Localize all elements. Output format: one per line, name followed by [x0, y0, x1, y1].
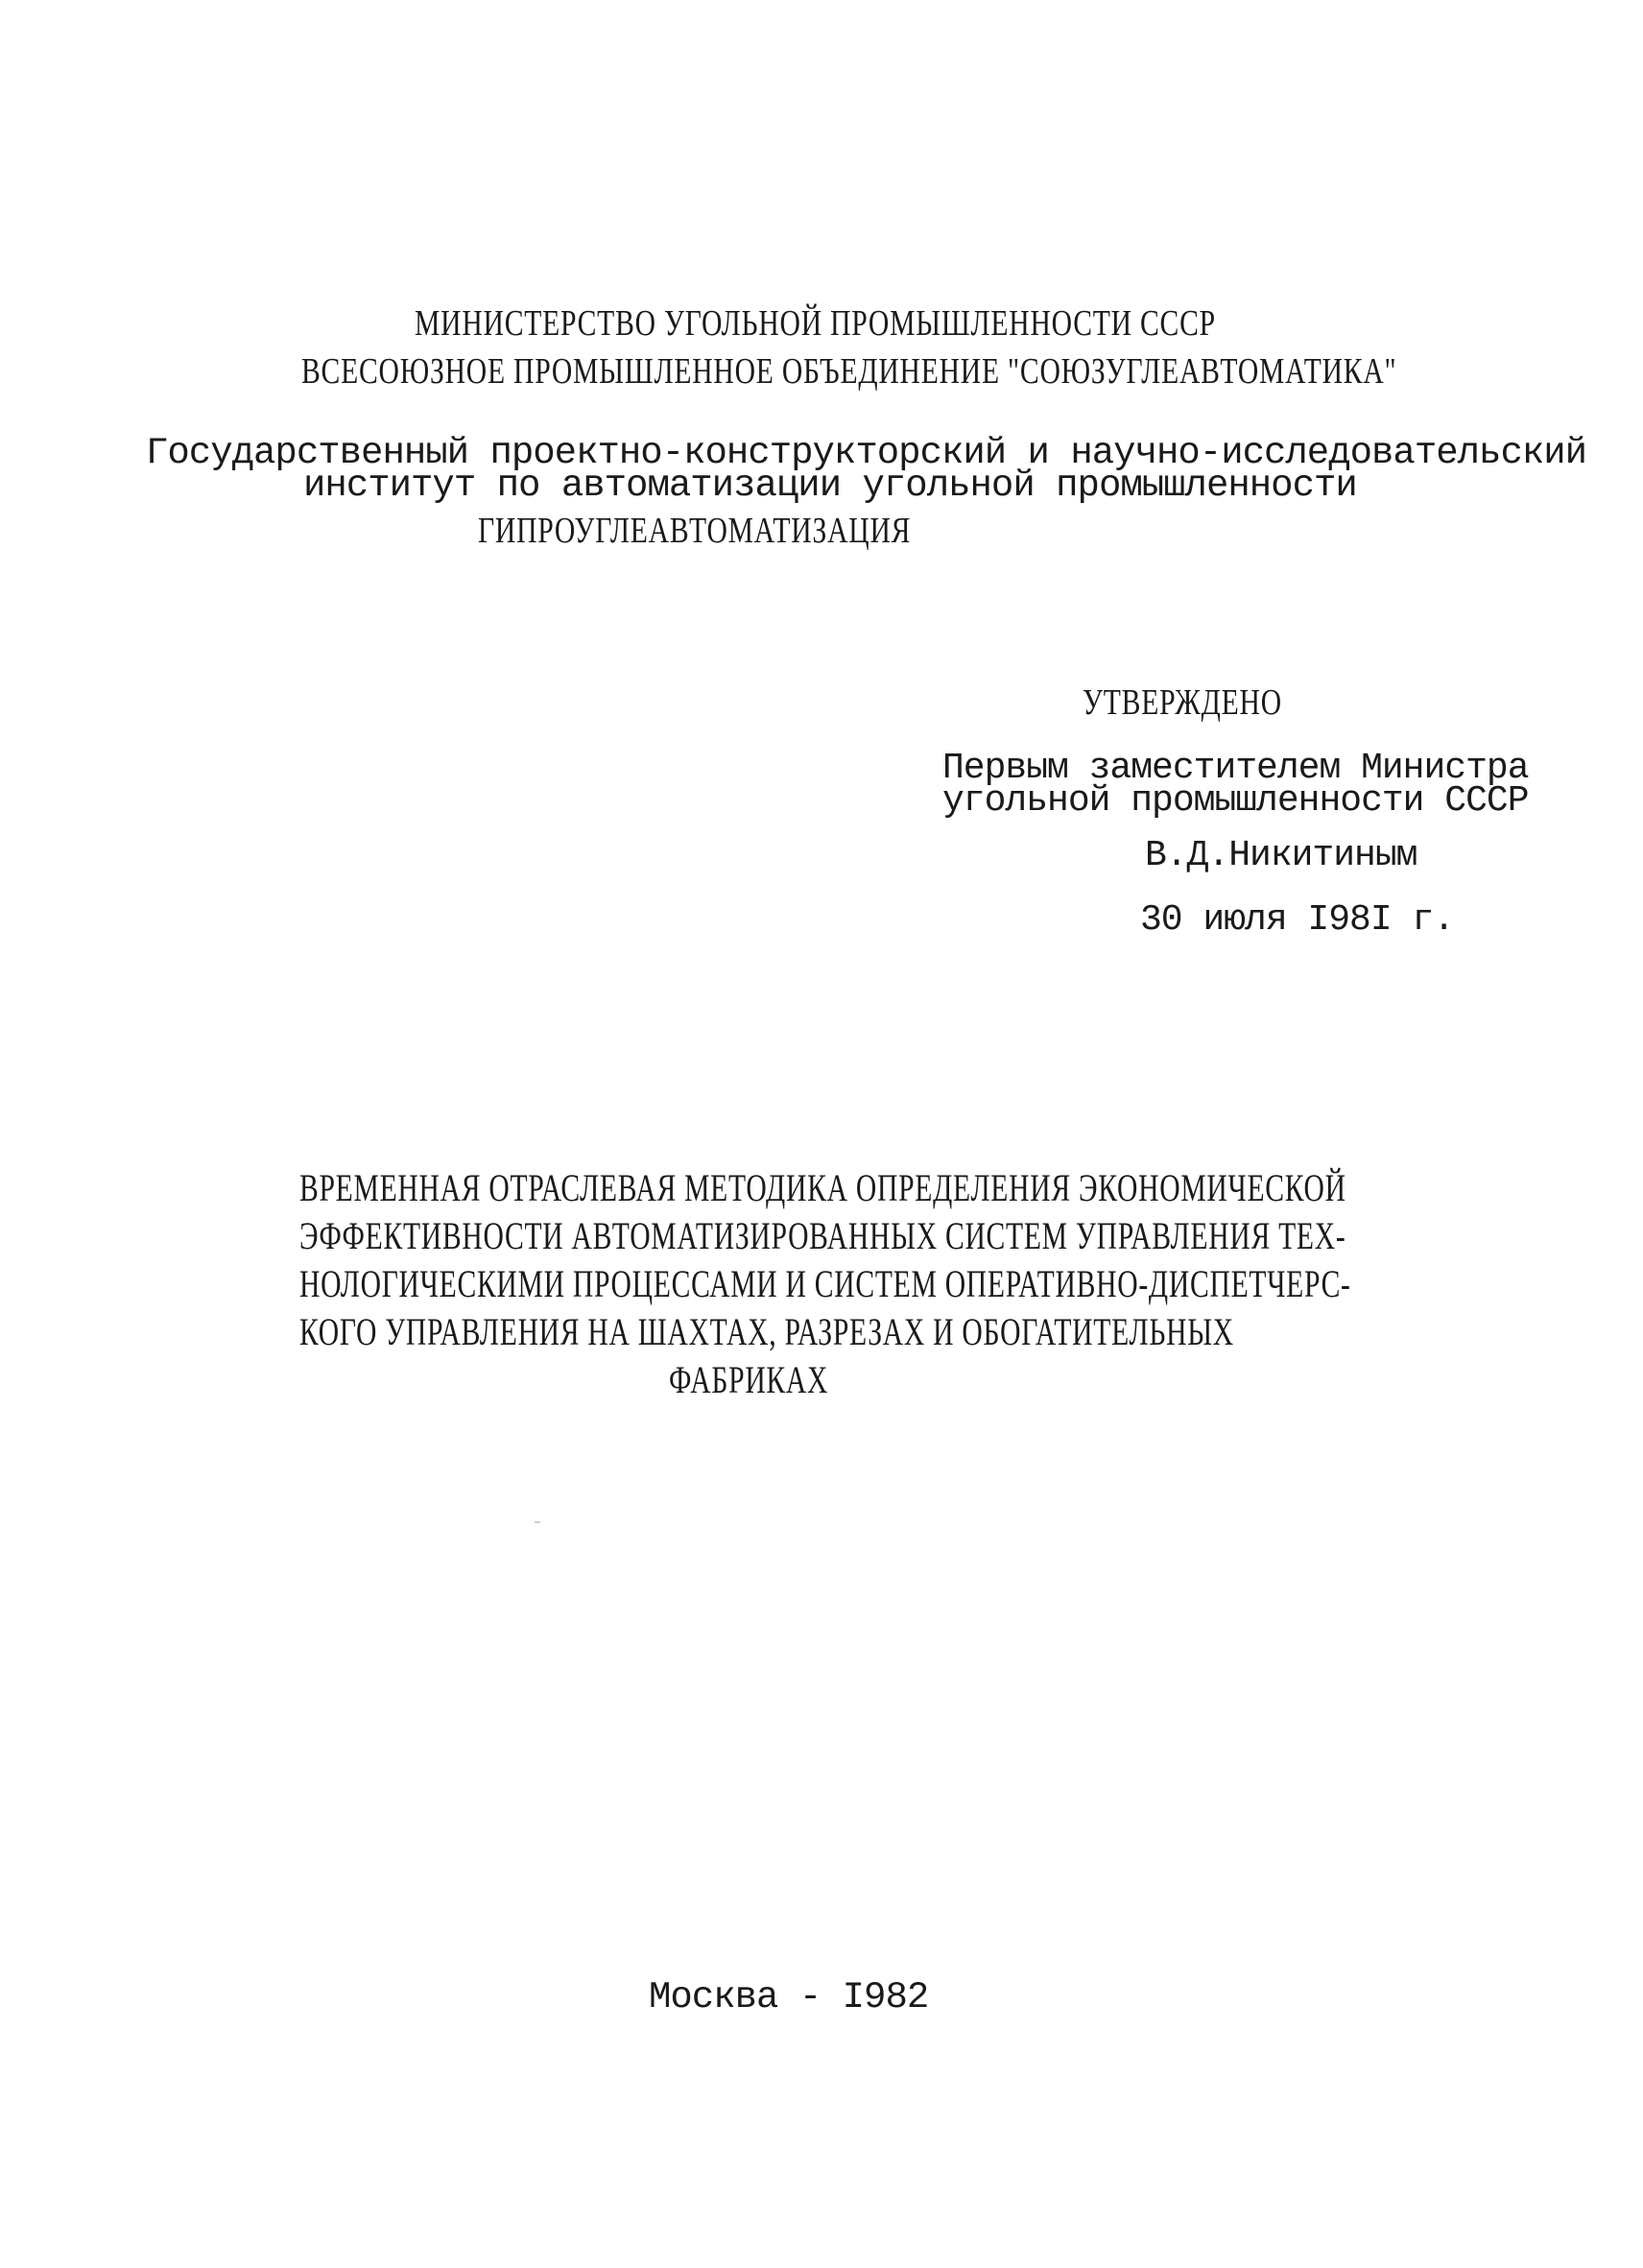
approval-line-2: угольной промышленности СССР — [942, 780, 1529, 822]
scan-speck — [535, 1521, 540, 1523]
ministry-name: МИНИСТЕРСТВО УГОЛЬНОЙ ПРОМЫШЛЕННОСТИ СССР — [415, 303, 1216, 344]
place-and-year: Москва - I982 — [649, 1976, 929, 2018]
approval-line-1: Первым заместителем Министра — [942, 748, 1529, 789]
title-line-4: КОГО УПРАВЛЕНИЯ НА ШАХТАХ, РАЗРЕЗАХ И ОБОГАТИТЕЛЬНЫХ — [299, 1310, 1234, 1353]
approval-date: 30 июля I98I г. — [1140, 899, 1455, 941]
institute-line-1: Государственный проектно-конструкторский и научно-исследовательский — [146, 432, 1587, 474]
institute-line-2: институт по автоматизации угольной промышленности — [303, 465, 1357, 507]
title-line-3: НОЛОГИЧЕСКИМИ ПРОЦЕССАМИ И СИСТЕМ ОПЕРАТИВНО-ДИСПЕТЧЕРС- — [299, 1262, 1351, 1305]
approval-heading: УТВЕРЖДЕНО — [1083, 682, 1282, 723]
title-line-2: ЭФФЕКТИВНОСТИ АВТОМАТИЗИРОВАННЫХ СИСТЕМ УПРАВЛЕНИЯ ТЕХ- — [299, 1214, 1346, 1257]
institute-name: ГИПРОУГЛЕАВТОМАТИЗАЦИЯ — [478, 511, 912, 551]
title-line-5: ФАБРИКАХ — [669, 1358, 829, 1401]
union-name: ВСЕСОЮЗНОЕ ПРОМЫШЛЕННОЕ ОБЪЕДИНЕНИЕ "СОЮЗУГЛЕАВТОМАТИКА" — [301, 351, 1397, 392]
title-line-1: ВРЕМЕННАЯ ОТРАСЛЕВАЯ МЕТОДИКА ОПРЕДЕЛЕНИЯ ЭКОНОМИЧЕСКОЙ — [299, 1166, 1346, 1209]
approval-signatory: В.Д.Никитиным — [1145, 835, 1417, 876]
